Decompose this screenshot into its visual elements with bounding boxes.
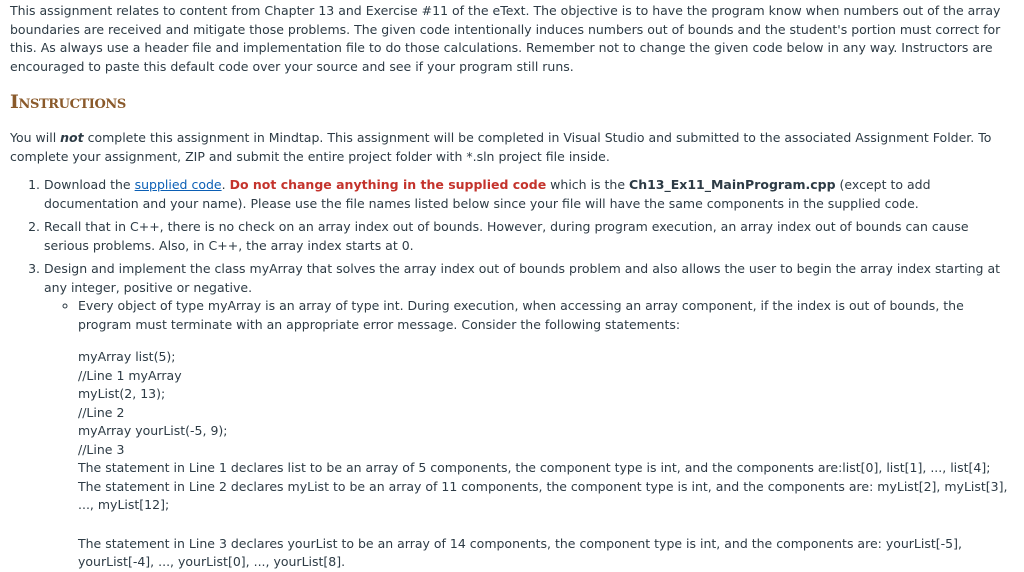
code-example — [78, 348, 1014, 459]
code-line: //Line 3 — [78, 441, 125, 457]
explanation-2: The statement in Line 3 declares yourList to be an array of 14 components, the component type is int, and the components are: yourList[-5], yourList[-4], ..., yourList[0], ..., yourList[8]. — [78, 535, 962, 569]
code-line: //Line 1 myArray — [78, 367, 182, 383]
code-line: myList(2, 13); — [78, 386, 166, 401]
para-text-before: You will — [10, 130, 61, 145]
para-text-after: complete this assignment in Mindtap. This assignment will be completed in Visual Studio and submitted to the associated Assignment Folder. To complete your assignment, ZIP and submit the entire project folder with *.sln project file inside. — [10, 130, 992, 164]
step-3-subitem — [78, 297, 1014, 572]
step-3 — [44, 260, 1014, 572]
step-1-text-b: . — [221, 177, 230, 192]
subitem-text: Every object of type myArray is an array of type int. During execution, when accessing an array component, if the index is out of bounds, the program must terminate with an appropriate error message. Consider the following statements: — [78, 298, 964, 332]
step-1-text-a: Download the — [44, 177, 135, 192]
step-3-sublist — [44, 297, 1014, 572]
step-2: 2. Recall that in C++, there is no check on an array index out of bounds. However, during program execution, an array index out of bounds can cause serious problems. Also, in C++, the array index starts at 0. — [44, 218, 1014, 255]
supplied-code-link[interactable]: supplied code — [134, 177, 222, 192]
step-3-text: Design and implement the class myArray that solves the array index out of bounds problem and also allows the user to begin the array index starting at any integer, positive or negative. — [44, 261, 1000, 295]
step-1-text-c: which is the — [546, 177, 630, 192]
explanation-1: The statement in Line 1 declares list to be an array of 5 components, the component type is int, and the components are:list[0], list[1], ..., list[4]; The statement in Line 2 declares myList to be an array of 11 components, the component type is int, and the components are: myList[2], myList[3], ..., myList[12]; — [78, 460, 1008, 512]
section-heading: Instructions — [10, 91, 126, 113]
step-1-text-d: (except to add documentation and your name). Please use the file names listed below since your file will have the same components in the supplied code. — [44, 177, 931, 211]
step-1-filename: Ch13_Ex11_MainProgram.cpp — [629, 177, 836, 192]
code-line: //Line 2 — [78, 404, 125, 420]
para-emphasis: not — [60, 130, 84, 145]
step-1-warning: Do not change anything in the supplied code — [229, 177, 547, 192]
spacer — [78, 515, 1014, 535]
steps-list — [10, 176, 1014, 572]
code-line: myArray yourList(-5, 9); — [78, 423, 228, 438]
code-line: myArray list(5); — [78, 349, 176, 364]
instructions-paragraph — [10, 129, 1014, 166]
intro-paragraph: This assignment relates to content from Chapter 13 and Exercise #11 of the eText. The objective is to have the program know when numbers out of the array boundaries are received and mitigate those problems. The given code intentionally induces numbers out of bounds and the student's portion must correct for this. As always use a header file and implementation file to do those calculations. Remember not to change the given code below in any way. Instructors are encouraged to paste this default code over your source and see if your program still runs. — [10, 3, 1001, 74]
step-1 — [44, 176, 1014, 213]
